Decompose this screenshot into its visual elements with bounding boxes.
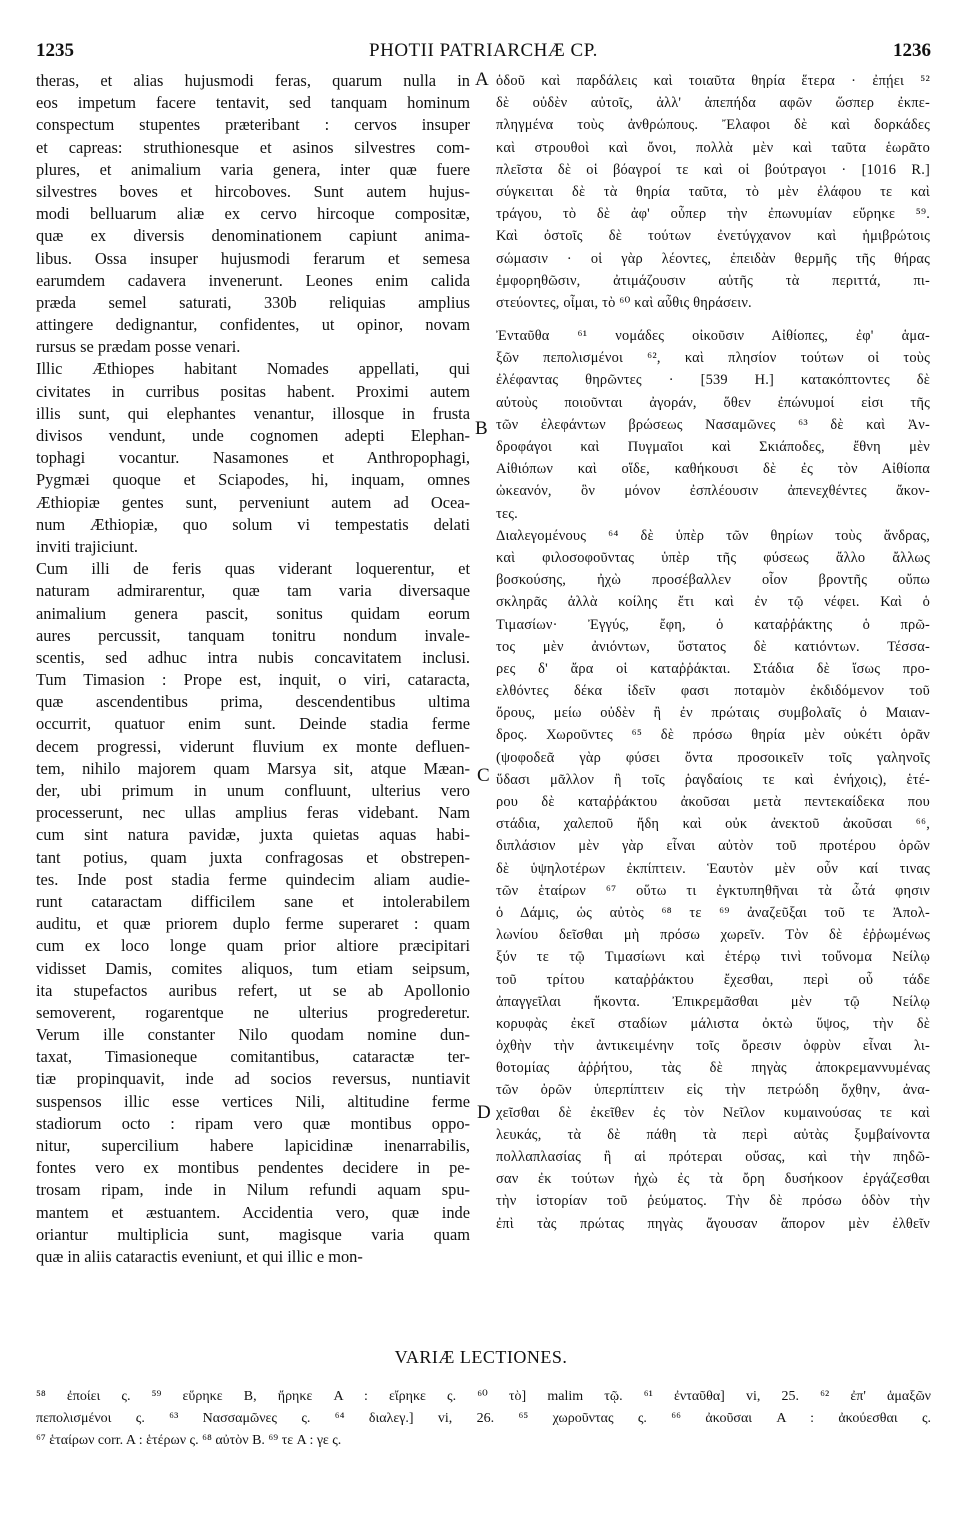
running-title: PHOTII PATRIARCHÆ CP.: [369, 40, 598, 61]
text-line: θοτομίας ἀῤῥήτου, τὰς δὲ πηγὰς ἀποκρεμαννυμένας: [496, 1060, 930, 1077]
text-line: ρου δὲ καταῤῥάκτου ἀκοῦσαι μετὰ πεντεκαίδεκα που: [496, 794, 930, 810]
text-line: ὄρους, μείω οὐδὲν ἢ ἐν πρώταις συμβολαῖς ὁ Μαιαν-: [496, 705, 930, 722]
text-line: cum sint natura pavidæ, juxta quietas aquas habi-: [36, 825, 470, 845]
text-line: Illic Æthiopes habitant Nomades appellati, qui: [36, 359, 470, 379]
text-line: τῶν ἐλεφάντων βρώσεως Νασαμῶνες ⁶³ δὲ καὶ Ἀν-: [496, 416, 930, 433]
text-line: tophagi vocantur. Nasamones et Anthropophagi,: [36, 448, 470, 468]
text-line: ρες δ' ἄρα οἱ καταῤῥάκται. Στάδια δὲ ἴσως προ-: [496, 660, 930, 677]
text-line: ὁ Δάμις, ὡς αὐτὸς ⁶⁸ τε ⁶⁹ ἀναζεῦξαι τοῦ τε Ἀπολ-: [496, 904, 930, 921]
text-line: Τιμασίων· Ἐγγύς, ἔφη, ὁ καταῤῥάκτης ὁ πρῶ-: [496, 616, 930, 633]
greek-paragraph-1: [496, 70, 930, 314]
text-line: fontes vero ex montibus pendentes decidere in pe-: [36, 1158, 470, 1178]
text-line: ⁶⁷ ἑταίρων corr. A : ἑτέρων ς. ⁶⁸ αὐτὸν B. ⁶⁹ τε A : γε ς.: [36, 1433, 342, 1448]
text-line: σύγκειται δὲ τὰ θηρία ταῦτα, τὸ μὲν ἐλάφου τε καὶ: [496, 183, 930, 200]
text-line: tiæ propinquavit, inde ad socios reversus, nuntiavit: [36, 1069, 470, 1089]
text-line: tant potius, quam juxta confragosas et obstrepen-: [36, 847, 470, 867]
text-line: præda semel saturati, 330b reliquias amplius: [36, 292, 470, 312]
text-line: ὀχθὴν τὴν ἀντικειμένην τοῖς ὄρεσιν ὀφρὺν εἶναι λι-: [496, 1038, 930, 1055]
text-line: πλεῖστα δὲ οἱ βόαγροί τε καὶ οἱ βούτραγοι · [1016 R.]: [496, 161, 930, 178]
text-line: oriantur multiplicia sunt, magisque varia quam: [36, 1224, 470, 1244]
text-line: quæ ex diversis denominationem capiunt anima-: [36, 226, 470, 246]
text-line: τες.: [496, 505, 518, 522]
margin-marker-a: A: [475, 69, 489, 90]
text-line: (ψοφοδεᾶ γὰρ φύσει ὄντα προσοικεῖν τοῖς γαληνοῖς: [496, 749, 930, 766]
text-line: nitur, supercilium habere lapicidinæ inenarrabilis,: [36, 1136, 470, 1155]
running-header: [36, 40, 931, 64]
text-line: attingere dedignantur, confidentes, ut opinor, novam: [36, 315, 470, 335]
latin-column: [36, 70, 470, 1268]
text-line: ξῶν πεπολισμένοι ⁶², καὶ πλησίον τούτων οἱ τοὺς: [496, 350, 930, 367]
text-line: ἐμφορηθῶσιν, ἀτιμάζουσιν αὐτῆς τὰ περιττά, πι-: [496, 272, 930, 289]
text-line: eos impetum facere tentavit, sed tanquam hominum: [36, 93, 470, 113]
text-line: Æthiopiæ gentes sunt, perveniunt autem ad Ocea-: [36, 492, 470, 512]
text-line: ἐπὶ τὰς πρώτας πηγὰς ἄγουσαν ἄπορον μὲν ἐλθεῖν: [496, 1215, 930, 1232]
text-line: taxat, Timasioneque comitantibus, cataractæ ter-: [36, 1047, 470, 1067]
text-line: plures, et animalium varia genera, inter quæ fuere: [36, 159, 470, 179]
text-line: suspensos illic esse vertices Nili, altitudine ferme: [36, 1091, 470, 1111]
text-line: δροφάγοι καὶ Πυγμαῖοι καὶ Σκιάποδες, ἔθνη μὲν: [496, 439, 930, 455]
text-line: στεύοντες, οἶμαι, τὸ ⁶⁰ καὶ αὖθις θηράσειν.: [496, 294, 752, 311]
text-line: mantem et æstuantem. Accidentia vero, quæ inde: [36, 1202, 470, 1222]
margin-marker-b: B: [475, 418, 488, 439]
text-line: runt cataractam difficilem sane et intolerabilem: [36, 891, 470, 911]
text-line: ὠκεανόν, ὃν μόνον ἐσπλέουσιν ἀπενεχθέντες ἄκον-: [496, 483, 930, 500]
text-line: num Æthiopiæ, quo solum vi tempestatis delati: [36, 514, 470, 534]
text-line: semoverent, rogarentque ne ulterius progrederetur.: [36, 1002, 470, 1022]
text-line: καὶ φιλοσοφοῦντας ὑπὲρ τῆς φύσεως ἄλλο ἄλλως: [496, 549, 930, 566]
margin-marker-c: C: [477, 765, 490, 786]
text-line: quæ in aliis cataractis eveniunt, et qui illic e mon-: [36, 1246, 363, 1266]
text-line: naturam admirarentur, quæ tam varia diversaque: [36, 581, 470, 601]
page-number-left: 1235: [36, 40, 74, 61]
text-line: scentis, sed adhuc intra nubis concavitatem inclusi.: [36, 647, 470, 667]
text-line: βοσκούσης, ἠχὼ προσέβαλλεν οἷον βροντῆς οὔπω: [496, 572, 930, 589]
text-line: πληγμένα τοὺς ἀνθρώπους. Ἔλαφοι δὲ καὶ δορκάδες: [496, 117, 930, 134]
text-line: libus. Ossa insuper hujusmodi ferarum et semesa: [36, 248, 470, 268]
text-line: χεῖσθαι δὲ ἐκεῖθεν ἐς τὸν Νεῖλον κυμαινούσας τε καὶ: [496, 1104, 930, 1121]
text-line: Διαλεγομένους ⁶⁴ δὲ ὑπὲρ τῶν θηρίων τοὺς ἄνδρας,: [496, 527, 930, 544]
text-line: δρος. Χωροῦντες ⁶⁵ δὲ πρόσω θηρία μὲν οὐκέτι ὁρᾶν: [496, 727, 930, 744]
text-line: quæ ascendentibus prima, descendentibus ultima: [36, 692, 470, 712]
text-line: στάδια, χαλεποῦ ἤδη καὶ οὐκ ἀνεκτοῦ ἀκοῦσαι ⁶⁶,: [496, 816, 930, 833]
margin-marker-d: D: [477, 1102, 491, 1123]
text-line: διπλάσιον μὲν γὰρ εἶναι αὐτὸν τοῦ προτέρου ὁρῶν: [496, 838, 930, 855]
text-line: theras, et alias hujusmodi feras, quarum nulla in: [36, 71, 470, 90]
text-line: τὴν ἱστορίαν τοῦ ῥεύματος. Τὴν δὲ πρόσω ὁδὸν τὴν: [496, 1193, 930, 1210]
text-line: σαν ἐκ τούτων ἠχὼ ἐς τὰ ὄρη δυσήκοον ἐργάζεσθαι: [496, 1171, 930, 1188]
text-line: ελθόντες δέκα ἰδεῖν φασι ποταμὸν ἐκδιδόμενον τοῦ: [496, 683, 930, 700]
text-line: Tum Timasion : Prope est, inquit, o viri, cataracta,: [36, 670, 470, 690]
text-line: σκληρᾶς ἀλλὰ κοίλης ἔτι καὶ ἐν τῷ νέφει. Καὶ ὁ: [496, 594, 930, 611]
text-line: conspectum stupentes præteribant : cervos insuper: [36, 115, 470, 135]
text-line: τράγου, τὸ δὲ ἀφ' οὗπερ τὴν ἐπωνυμίαν εὕρηκε ⁵⁹.: [496, 206, 930, 223]
text-line: vidisset Damis, comites aliquos, tum etiam seipsum,: [36, 958, 470, 978]
text-line: πολλαπλασίας ἢ αἱ πρότεραι οὔσας, καὶ τὴν πηδῶ-: [496, 1149, 930, 1165]
text-line: tes. Inde post stadia ferme quindecim aliam audie-: [36, 869, 470, 889]
text-line: cum ex loco longe quam prior altiore præcipitari: [36, 936, 470, 956]
text-line: κορυφὰς ἐκεῖ σταδίων μάλιστα ὀκτὼ ὕψος, τὴν δὲ: [496, 1015, 930, 1032]
text-line: τος μὲν ἀνιόντων, ὕστατος δὲ κατιόντων. Τέσσα-: [496, 638, 930, 655]
text-line: silvestres boves et hircoboves. Sunt autem hujus-: [36, 181, 470, 201]
text-line: δὲ ὑψηλοτέρων ἐκπίπτειν. Ἑαυτὸν μὲν οὖν καί τινας: [496, 860, 930, 877]
text-line: et capreas: struthionesque et asinos silvestres com-: [36, 137, 470, 157]
text-line: τῶν ἑταίρων ⁶⁷ οὕτω τι ἐγκτυπηθῆναι τὰ ὦτά φησιν: [496, 882, 930, 899]
text-line: processerunt, nec ullas amplius feras videbant. Nam: [36, 803, 470, 823]
text-line: Pygmæi quoque et Sciapodes, hi, inquam, omnes: [36, 470, 470, 490]
text-line: Καὶ ὀστοῖς δὲ τούτων ἐνετύγχανον καὶ ἡμιβρώτοις: [496, 228, 930, 245]
text-line: stadiorum octo : ripam vero quæ montibus oppo-: [36, 1113, 470, 1133]
text-line: λευκάς, τὰ δὲ πάθη τὰ περὶ αὐτὰς ξυμβαίνοντα: [496, 1126, 930, 1143]
text-line: tem, nihilo majorem quam Marsya sit, atque Mæan-: [36, 758, 470, 778]
text-line: ⁵⁸ ἐποίει ς. ⁵⁹ εὕρηκε B, ἤρηκε A : εἴρηκε ς. ⁶⁰ τὸ] malim τῷ. ⁶¹ ἐνταῦθα] vi, 25. ⁶² ἐπ' ἁμαξῶν: [36, 1389, 931, 1404]
text-line: rursus se prædam posse venari.: [36, 337, 241, 357]
text-line: σώμασιν · οἱ γὰρ λέοντες, ἐπειδὰν θερμῆς τῆς θήρας: [496, 250, 930, 267]
text-line: αὐτοὺς ποιοῦνται ἀγοράν, ὅθεν ἐπώνυμοί εἰσι τῆς: [496, 394, 930, 411]
text-line: earumdem cadavera invenerunt. Leones enim calida: [36, 270, 470, 290]
text-line: illis sunt, qui elephantes venantur, illosque in frusta: [36, 403, 470, 423]
text-line: πεπολισμένοι ς. ⁶³ Νασσαμῶνες ς. ⁶⁴ διαλεγ.] vi, 26. ⁶⁵ χωροῦντας ς. ⁶⁶ ἀκοῦσαι A : ἀκούεσθαι ς.: [36, 1411, 931, 1426]
text-line: Αἰθιόπων καὶ οἵδε, καθήκουσι δὲ ἐς τὸν Αἰθίοπα: [496, 461, 930, 478]
text-line: ita stupefactos auribus refert, ut se ab Apollonio: [36, 980, 470, 1000]
text-line: inviti trajiciunt.: [36, 536, 138, 556]
varia-lectiones-notes: [36, 1386, 931, 1452]
text-line: καὶ στρουθοὶ καὶ ὄνοι, πολλὰ μὲν καὶ ταῦτα ἑωρᾶτο: [496, 139, 930, 156]
text-line: ὁδοῦ καὶ παρδάλεις καὶ τοιαῦτα θηρία ἕτερα · ἐπῄει ⁵²: [496, 73, 930, 89]
text-line: ἐλέφαντας θηρῶντες · [539 H.] κατακόπτοντες δὲ: [496, 372, 930, 389]
text-line: civitates in curribus positas habent. Proximi autem: [36, 381, 470, 401]
text-line: aures percussit, tanquam tonitru nondum invale-: [36, 625, 470, 645]
text-line: λωνίου δεῖσθαι μὴ πρόσω χωρεῖν. Τὸν δὲ ἐῤῥωμένως: [496, 927, 930, 944]
text-line: der, ubi primum in unum confluunt, ulterius vero: [36, 781, 470, 800]
text-line: auditu, et quæ priorem duplo ferme superaret : quam: [36, 914, 470, 934]
page-number-right: 1236: [893, 40, 931, 61]
text-line: Verum ille constanter Nilo quodam nomine dun-: [36, 1025, 470, 1045]
text-line: ὕδασι μᾶλλον ἢ τοῖς ῥαγδαίοις τε καὶ ἐνήχοις), ἑτέ-: [496, 771, 930, 788]
text-line: Cum illi de feris quas viderant loquerentur, et: [36, 559, 470, 579]
greek-paragraph-2: [496, 325, 930, 1235]
text-line: divisos vendunt, unde cognomen adepti Elephan-: [36, 426, 470, 445]
varia-lectiones-heading: VARIÆ LECTIONES.: [394, 1347, 568, 1367]
text-line: trosam ripam, inde in Nilum refundi aquam spu-: [36, 1180, 470, 1200]
greek-column: [496, 70, 930, 1235]
text-line: modi belluarum aliæ ex cervo hircoque compositæ,: [36, 204, 470, 224]
text-line: ἀπαγγεῖλαι ἥκοντα. Ἐπικρεμᾶσθαι μὲν τῷ Νείλῳ: [496, 993, 930, 1010]
text-line: τῶν ὀρῶν ὑπερπίπτειν εἰς τὴν πετρώδη ὄχθην, ἀνα-: [496, 1082, 930, 1099]
text-line: Ἐνταῦθα ⁶¹ νομάδες οἰκοῦσιν Αἰθίοπες, ἐφ' ἁμα-: [496, 328, 930, 345]
text-line: occurrit, quatuor enim sunt. Deinde stadia ferme: [36, 714, 470, 734]
text-line: decem progressi, viderunt fluvium ex monte defluen-: [36, 736, 470, 756]
text-line: ξύν τε τῷ Τιμασίωνι καὶ ἑτέρῳ τινὶ τοὔνομα Νείλῳ: [496, 949, 930, 966]
text-line: δὲ οὐδὲν αὐτοῖς, ἀλλ' ἀπεπήδα αφῶν ὥσπερ ἐκπε-: [496, 95, 930, 112]
text-line: animalium genera pascit, sonitus quidam eorum: [36, 603, 470, 623]
text-line: τοῦ τρίτου καταῤῥάκτου ἔχεσθαι, περὶ οὗ τάδε: [496, 971, 930, 988]
